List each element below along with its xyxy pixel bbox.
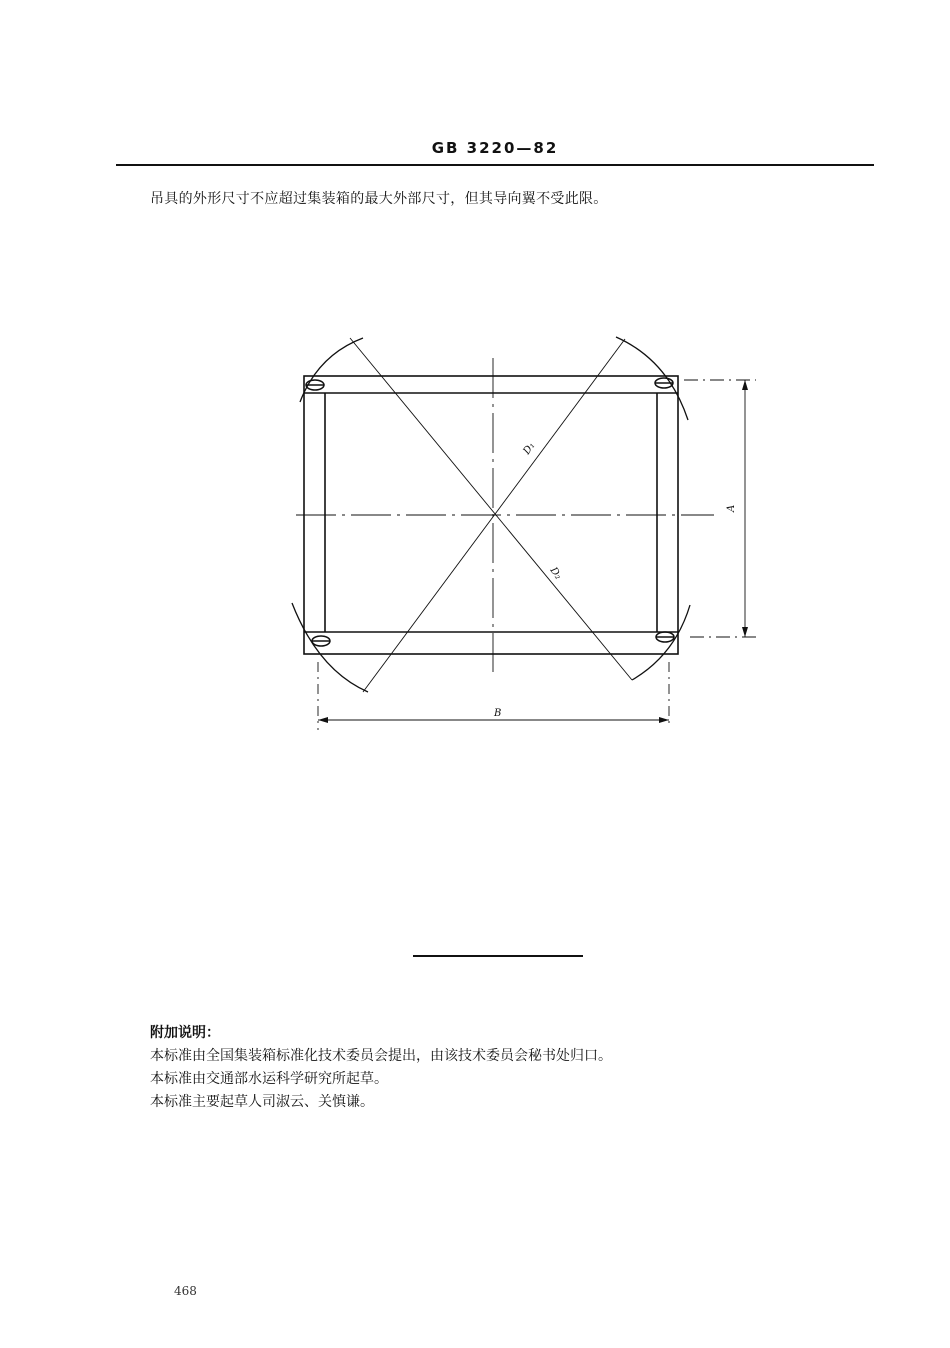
standard-code: GB 3220—82 — [431, 139, 559, 157]
corner-twistlocks — [306, 378, 674, 646]
dimension-b — [318, 662, 669, 730]
guide-flipper-arcs — [292, 337, 690, 692]
page-number: 468 — [174, 1284, 197, 1298]
section-end-rule — [413, 955, 583, 957]
centre-lines — [296, 358, 714, 672]
label-b: B — [494, 708, 502, 719]
notes-title: 附加说明： — [150, 1025, 220, 1041]
label-d2: D₂ — [547, 565, 564, 582]
diagonal-d2 — [350, 338, 632, 680]
label-a: A — [726, 504, 737, 512]
note-line: 本标准主要起草人司淑云、关慎谦。 — [150, 1094, 374, 1110]
additional-notes — [150, 1022, 612, 1114]
label-d1: D₁ — [521, 440, 538, 457]
note-line: 本标准由交通部水运科学研究所起草。 — [150, 1071, 388, 1087]
diagonal-d1 — [363, 339, 625, 692]
note-line: 本标准由全国集装箱标准化技术委员会提出，由该技术委员会秘书处归口。 — [150, 1048, 612, 1064]
dimension-a — [684, 380, 756, 637]
intro-paragraph: 吊具的外形尺寸不应超过集装箱的最大外部尺寸，但其导向翼不受此限。 — [150, 191, 608, 207]
